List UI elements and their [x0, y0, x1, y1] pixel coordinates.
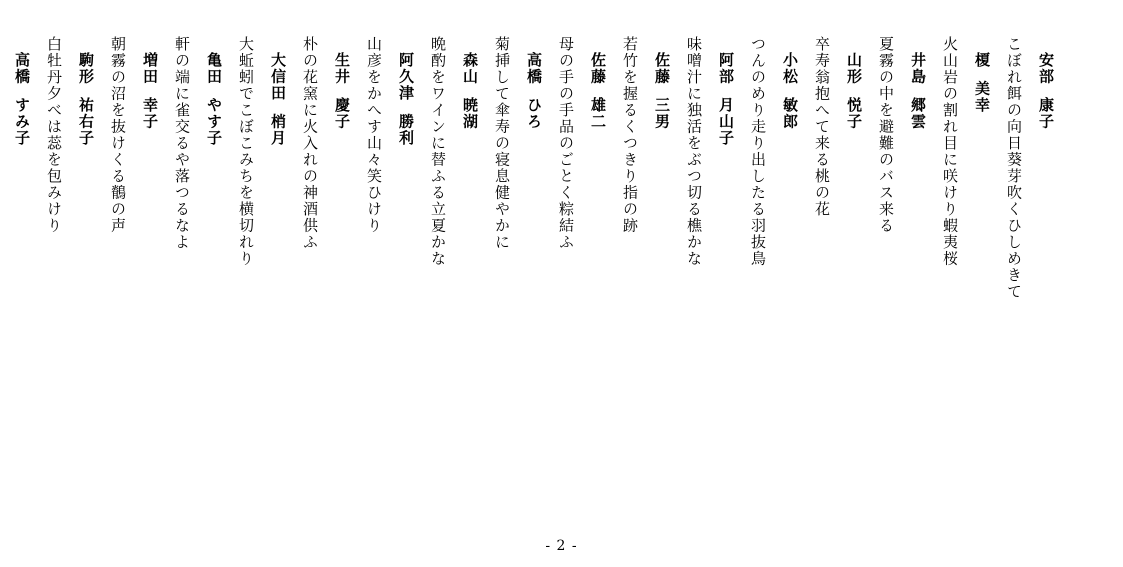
- author-given-name: 梢月: [269, 113, 287, 147]
- author-name: [61, 30, 93, 147]
- author-family-name: 安部: [1037, 52, 1055, 85]
- haiku-text: 夏霧の中を避難のバス来る: [877, 36, 895, 234]
- author-name: [1021, 30, 1053, 130]
- author-given-name: 康子: [1037, 97, 1055, 130]
- author-family-name: 阿久津: [397, 52, 415, 102]
- author-name: [381, 30, 413, 147]
- haiku-text: 軒の端に雀交るや落つるなよ: [173, 36, 191, 251]
- author-family-name: 阿部: [717, 52, 735, 85]
- haiku-text: 若竹を握るくつきり指の跡: [621, 36, 639, 234]
- haiku-entry: [925, 30, 989, 267]
- author-name: [253, 30, 285, 147]
- haiku-entry: [93, 30, 157, 234]
- author-given-name: やす子: [205, 97, 223, 147]
- haiku-text: 大蚯蚓でこぼこみちを横切れり: [237, 36, 255, 267]
- author-name: [125, 30, 157, 130]
- author-family-name: 山形: [845, 52, 863, 85]
- author-name: [829, 30, 861, 130]
- author-given-name: 郷雲: [909, 97, 927, 130]
- author-given-name: 美幸: [973, 80, 991, 114]
- haiku-entry: [0, 30, 29, 267]
- author-given-name: 敏郎: [781, 97, 799, 130]
- author-given-name: 慶子: [333, 97, 351, 130]
- haiku-text: 白牡丹夕べは蕊を包みけり: [45, 36, 63, 234]
- author-given-name: 暁湖: [461, 97, 479, 130]
- author-name: [637, 30, 669, 130]
- haiku-text: 朴の花窯に火入れの神酒供ふ: [301, 36, 319, 251]
- haiku-entry: [221, 30, 285, 267]
- author-name: [509, 30, 541, 130]
- author-name: [445, 30, 477, 130]
- haiku-entry: [285, 30, 349, 251]
- author-family-name: 増田: [141, 52, 159, 85]
- haiku-entry: [349, 30, 413, 234]
- author-given-name: 雄二: [589, 97, 607, 130]
- author-name: [573, 30, 605, 130]
- haiku-entry: [157, 30, 221, 251]
- haiku-entry: [605, 30, 669, 234]
- author-family-name: 佐藤: [589, 52, 607, 85]
- author-name: [765, 30, 797, 130]
- author-family-name: 榎: [973, 52, 991, 69]
- author-family-name: 高橋: [13, 52, 31, 85]
- haiku-columns: [0, 30, 1053, 510]
- haiku-entry: [797, 30, 861, 218]
- author-family-name: 生井: [333, 52, 351, 85]
- author-family-name: 佐藤: [653, 52, 671, 85]
- haiku-text: 火山岩の割れ目に咲けり蝦夷桜: [941, 36, 959, 267]
- author-name: [189, 30, 221, 147]
- author-given-name: 祐右子: [77, 97, 95, 147]
- haiku-text: 朝霧の沼を抜けくる鶺の声: [109, 36, 127, 234]
- haiku-text: 晩酌をワインに替ふる立夏かな: [429, 36, 447, 267]
- author-family-name: 森山: [461, 52, 479, 85]
- haiku-text: 菊挿して傘寿の寝息健やかに: [493, 36, 511, 251]
- haiku-text: つんのめり走り出したる羽抜鳥: [749, 36, 767, 267]
- haiku-text: 母の手の手品のごとく粽結ふ: [557, 36, 575, 251]
- haiku-entry: [989, 30, 1053, 300]
- author-name: [893, 30, 925, 130]
- author-family-name: 大信田: [269, 52, 287, 102]
- author-name: [957, 30, 989, 114]
- haiku-entry: [541, 30, 605, 251]
- author-name: [701, 30, 733, 147]
- haiku-entry: [413, 30, 477, 267]
- author-family-name: 駒形: [77, 52, 95, 85]
- author-given-name: すみ子: [13, 97, 31, 147]
- author-given-name: 悦子: [845, 97, 863, 130]
- haiku-entry: [669, 30, 733, 267]
- author-family-name: 小松: [781, 52, 799, 85]
- author-name: [317, 30, 349, 130]
- author-family-name: 井島: [909, 52, 927, 85]
- haiku-entry: [733, 30, 797, 267]
- author-given-name: 勝利: [397, 113, 415, 147]
- haiku-entry: [861, 30, 925, 234]
- author-family-name: 亀田: [205, 52, 223, 85]
- author-given-name: 三男: [653, 97, 671, 130]
- haiku-text: 山彦をかへす山々笑ひけり: [365, 36, 383, 234]
- haiku-entry: [29, 30, 93, 234]
- haiku-text: 味噌汁に独活をぶつ切る樵かな: [685, 36, 703, 267]
- haiku-entry: [477, 30, 541, 251]
- page-number: - 2 -: [545, 538, 578, 554]
- author-name: [0, 30, 29, 147]
- author-given-name: ひろ: [525, 97, 543, 130]
- haiku-text: 卒寿翁抱へて来る桃の花: [813, 36, 831, 218]
- author-given-name: 幸子: [141, 97, 159, 130]
- haiku-text: こぼれ餌の向日葵芽吹くひしめきて: [1005, 36, 1023, 300]
- author-given-name: 月山子: [717, 97, 735, 147]
- author-family-name: 高橋: [525, 52, 543, 85]
